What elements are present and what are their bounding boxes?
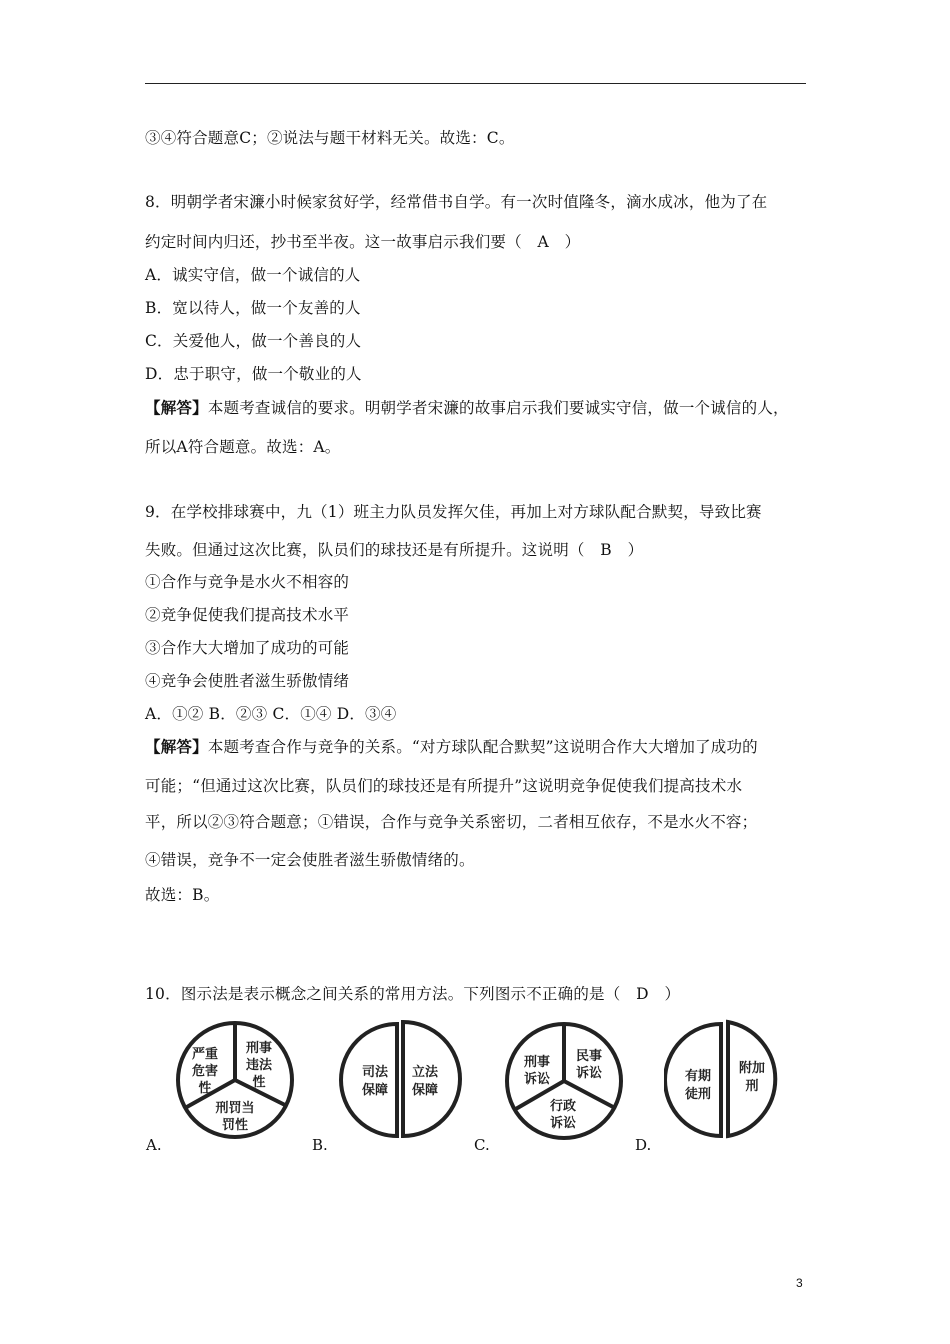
diagram-label: 刑事 [523, 1055, 551, 1070]
diagram-label: 行政 [549, 1099, 577, 1114]
option-a: A．诚实守信，做一个诚信的人 [145, 266, 361, 284]
diagram-label: 诉讼 [523, 1072, 551, 1087]
diagram-label: 保障 [411, 1083, 439, 1098]
option-b: B．宽以待人，做一个友善的人 [145, 299, 361, 317]
diagram-label: 诉讼 [549, 1116, 577, 1131]
answer-tag: 【解答】 [145, 398, 208, 417]
figure-label-a: A. [146, 1136, 162, 1154]
diagram-label: 性 [198, 1081, 212, 1096]
diagram-label: 民事 [575, 1049, 603, 1064]
diagram-label: 危害 [191, 1064, 219, 1079]
figure-label-d: D. [635, 1136, 652, 1154]
diagram-label: 司法 [361, 1065, 389, 1080]
option-d: D．忠于职守，做一个敬业的人 [145, 365, 362, 383]
answer-explanation: ④错误，竞争不一定会使胜者滋生骄傲情绪的。 [145, 851, 475, 869]
statement-1: ①合作与竞争是水火不相容的 [145, 573, 350, 591]
diagram-label: 违法 [245, 1058, 273, 1073]
answer-explanation: 【解答】本题考查诚信的要求。明朝学者宋濂的故事启示我们要诚实守信，做一个诚信的人， [145, 398, 789, 417]
diagram-label: 刑事 [245, 1041, 273, 1056]
question-8-stem: 约定时间内归还，抄书至半夜。这一故事启示我们要（ A ） [145, 233, 581, 251]
choice-line: A．①② B．②③ C．①④ D．③④ [145, 705, 397, 723]
statement-2: ②竞争促使我们提高技术水平 [145, 606, 350, 624]
diagram-label: 徒刑 [684, 1087, 712, 1102]
diagram-label: 性 [252, 1075, 266, 1090]
diagram-label: 保障 [361, 1083, 389, 1098]
diagram-label: 罚性 [221, 1118, 249, 1133]
statement-4: ④竞争会使胜者滋生骄傲情绪 [145, 672, 350, 690]
page-number: 3 [796, 1276, 803, 1290]
option-c: C．关爱他人，做一个善良的人 [145, 332, 362, 350]
answer-explanation: 平，所以②③符合题意；①错误，合作与竞争关系密切，二者相互依存，不是水火不容； [145, 813, 758, 831]
statement-3: ③合作大大增加了成功的可能 [145, 639, 350, 657]
pie-diagram-d [664, 1018, 792, 1142]
answer-explanation: 可能；“但通过这次比赛，队员们的球技还是有所提升”这说明竞争促使我们提高技术水 [145, 777, 743, 795]
diagram-label: 刑 [745, 1079, 759, 1094]
text-line: ③④符合题意C；②说法与题干材料无关。故选：C。 [145, 129, 515, 147]
question-9-stem: 9．在学校排球赛中，九（1）班主力队员发挥欠佳，再加上对方球队配合默契，导致比赛 [145, 503, 762, 521]
question-10-stem: 10．图示法是表示概念之间关系的常用方法。下列图示不正确的是（ D ） [145, 985, 681, 1003]
diagram-label: 刑罚当 [215, 1101, 255, 1116]
answer-explanation: 【解答】本题考查合作与竞争的关系。“对方球队配合默契”这说明合作大大增加了成功的 [145, 737, 758, 756]
figure-label-b: B. [312, 1136, 328, 1154]
question-9-stem: 失败。但通过这次比赛，队员们的球技还是有所提升。这说明（ B ） [145, 541, 644, 559]
answer-explanation: 所以A符合题意。故选：A。 [145, 438, 341, 456]
diagram-label: 立法 [411, 1065, 439, 1080]
diagram-label: 附加 [738, 1061, 766, 1076]
diagram-label: 严重 [191, 1047, 219, 1062]
pie-diagram-a [175, 1018, 297, 1142]
header-rule [145, 83, 806, 84]
answer-conclusion: 故选：B。 [145, 886, 220, 904]
pie-diagram-b [337, 1018, 463, 1142]
diagram-label: 诉讼 [575, 1066, 603, 1081]
figure-label-c: C. [474, 1136, 490, 1154]
answer-tag: 【解答】 [145, 737, 208, 756]
question-8-stem: 8．明朝学者宋濂小时候家贫好学，经常借书自学。有一次时值隆冬，滴水成冰，他为了在 [145, 193, 768, 211]
diagram-label: 有期 [684, 1069, 712, 1084]
pie-diagram-c [503, 1018, 629, 1144]
